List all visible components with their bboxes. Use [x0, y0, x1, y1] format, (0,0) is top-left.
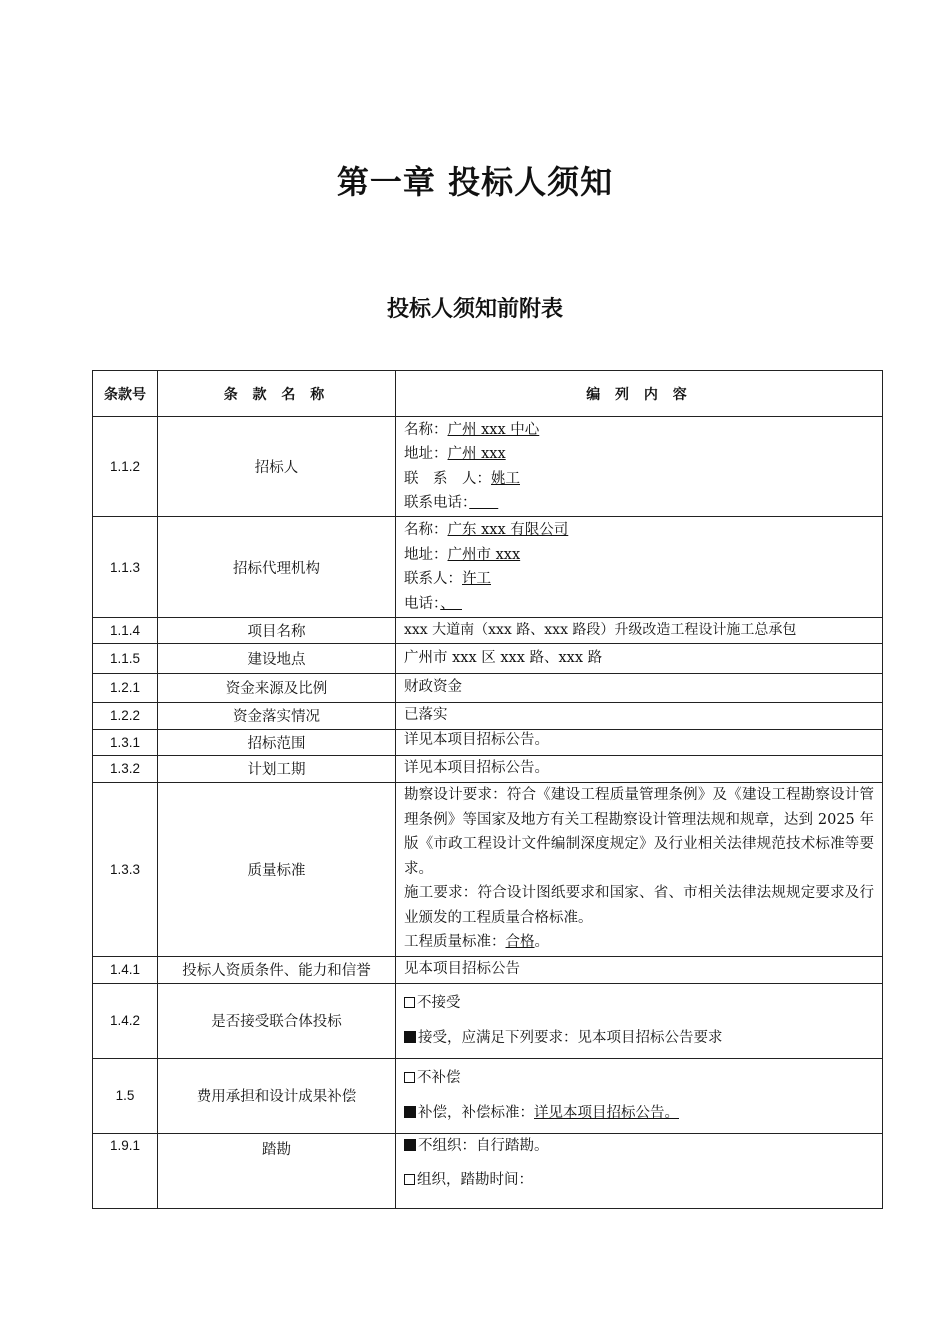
clause-no: 1.4.2: [93, 983, 158, 1058]
value: 许工: [462, 571, 491, 587]
header-row: [93, 371, 883, 417]
clause-name: 招标范围: [158, 729, 396, 755]
clause-name: 踏勘: [158, 1133, 396, 1208]
table-row: [93, 517, 883, 618]
clause-no: 1.4.1: [93, 956, 158, 983]
clause-name: 招标代理机构: [158, 517, 396, 618]
clause-no: 1.3.1: [93, 729, 158, 755]
option-label: 不组织：自行踏勘。: [418, 1137, 549, 1154]
clause-name: 资金来源及比例: [158, 673, 396, 702]
clause-no: 1.2.2: [93, 702, 158, 729]
option-organized: [404, 1168, 874, 1193]
label: 名称：: [404, 421, 448, 438]
clause-no: 1.1.2: [93, 417, 158, 517]
clause-content: [396, 782, 883, 956]
table-row: [93, 956, 883, 983]
table-row: [93, 1058, 883, 1133]
label: 联 系 人：: [404, 470, 491, 487]
label: 工程质量标准：: [404, 934, 506, 951]
clause-content: [396, 417, 883, 517]
option-label: 接受，应满足下列要求：见本项目招标公告要求: [418, 1029, 723, 1046]
table-row: [93, 673, 883, 702]
clause-content: [396, 983, 883, 1058]
clause-name: 项目名称: [158, 618, 396, 644]
clause-name: 资金落实情况: [158, 702, 396, 729]
clause-content: 详见本项目招标公告。: [396, 755, 883, 782]
clause-name: 投标人资质条件、能力和信誉: [158, 956, 396, 983]
table-row: [93, 983, 883, 1058]
option-label: 不补偿: [417, 1070, 461, 1086]
clause-name: 招标人: [158, 417, 396, 517]
value: 姚工: [491, 470, 520, 487]
option-no: [404, 991, 874, 1016]
label: 联系电话：: [404, 495, 470, 511]
checked-box-icon: [404, 1031, 416, 1043]
value: 广州 xxx: [447, 446, 506, 462]
clause-content: [396, 517, 883, 618]
option-value: 详见本项目招标公告。: [534, 1104, 679, 1121]
clause-no: 1.1.4: [93, 618, 158, 644]
clause-name: 建设地点: [158, 643, 396, 673]
clause-content: 广州市 xxx 区 xxx 路、xxx 路: [396, 643, 883, 673]
label: 地址：: [404, 446, 448, 462]
value: [469, 495, 498, 511]
clause-name: 费用承担和设计成果补偿: [158, 1058, 396, 1133]
header-name: 条 款 名 称: [158, 371, 396, 417]
table-row: [93, 618, 883, 644]
label: 名称：: [404, 522, 448, 538]
construction-requirement: 施工要求：符合设计图纸要求和国家、省、市相关法律法规规定要求及行业颁发的工程质量合格标准。: [404, 885, 874, 926]
clause-no: 1.3.2: [93, 755, 158, 782]
table-row: [93, 1133, 883, 1208]
clause-name: 计划工期: [158, 755, 396, 782]
clause-no: 1.2.1: [93, 673, 158, 702]
table-row: [93, 729, 883, 755]
value: 合格: [505, 934, 535, 951]
option-self: [404, 1134, 874, 1159]
unchecked-box-icon: [404, 1174, 415, 1185]
value: 广东 xxx 有限公司: [447, 522, 569, 538]
table-row: [93, 755, 883, 782]
label: 地址：: [404, 546, 448, 563]
header-no: 条款号: [93, 371, 158, 417]
label: 电话：: [404, 595, 441, 612]
value: 广州 xxx 中心: [447, 421, 540, 438]
front-table: [92, 370, 883, 1209]
option-no: [404, 1066, 874, 1091]
design-requirement: 勘察设计要求：符合《建设工程质量管理条例》及《建设工程勘察设计管理条例》等国家及地方有关工程勘察设计管理法规和规章，达到 2025 年版《市政工程设计文件编制深度规定》及行业相关法律规范技术标准等要求。: [404, 787, 874, 877]
unchecked-box-icon: [404, 1072, 415, 1083]
clause-no: 1.5: [93, 1058, 158, 1133]
option-label: 组织，踏勘时间：: [417, 1172, 533, 1188]
quality-standard: [404, 930, 874, 955]
option-label: 补偿，补偿标准：: [418, 1104, 534, 1121]
punctuation: 。: [534, 934, 549, 951]
table-row: [93, 702, 883, 729]
clause-name: 质量标准: [158, 782, 396, 956]
clause-content: 已落实: [396, 702, 883, 729]
clause-content: 见本项目招标公告: [396, 956, 883, 983]
clause-content: [396, 1133, 883, 1208]
table-row: [93, 782, 883, 956]
checked-box-icon: [404, 1139, 416, 1151]
value: 广州市 xxx: [447, 546, 521, 563]
header-content: 编 列 内 容: [396, 371, 883, 417]
checked-box-icon: [404, 1106, 416, 1118]
table-row: [93, 417, 883, 517]
clause-content: 财政资金: [396, 673, 883, 702]
clause-no: 1.3.3: [93, 782, 158, 956]
value: 、: [440, 595, 462, 612]
clause-no: 1.1.5: [93, 643, 158, 673]
clause-name: 是否接受联合体投标: [158, 983, 396, 1058]
clause-content: [396, 1058, 883, 1133]
clause-content: 详见本项目招标公告。: [396, 729, 883, 755]
option-label: 不接受: [417, 995, 461, 1011]
chapter-title: 第一章 投标人须知: [336, 163, 614, 201]
clause-content: xxx 大道南（xxx 路、xxx 路段）升级改造工程设计施工总承包: [396, 618, 883, 644]
option-yes: [404, 1101, 874, 1126]
table-row: [93, 643, 883, 673]
table-title: 投标人须知前附表: [386, 297, 563, 322]
clause-no: 1.1.3: [93, 517, 158, 618]
label: 联系人：: [404, 571, 462, 587]
clause-no: 1.9.1: [93, 1133, 158, 1208]
unchecked-box-icon: [404, 997, 415, 1008]
option-yes: [404, 1026, 874, 1051]
